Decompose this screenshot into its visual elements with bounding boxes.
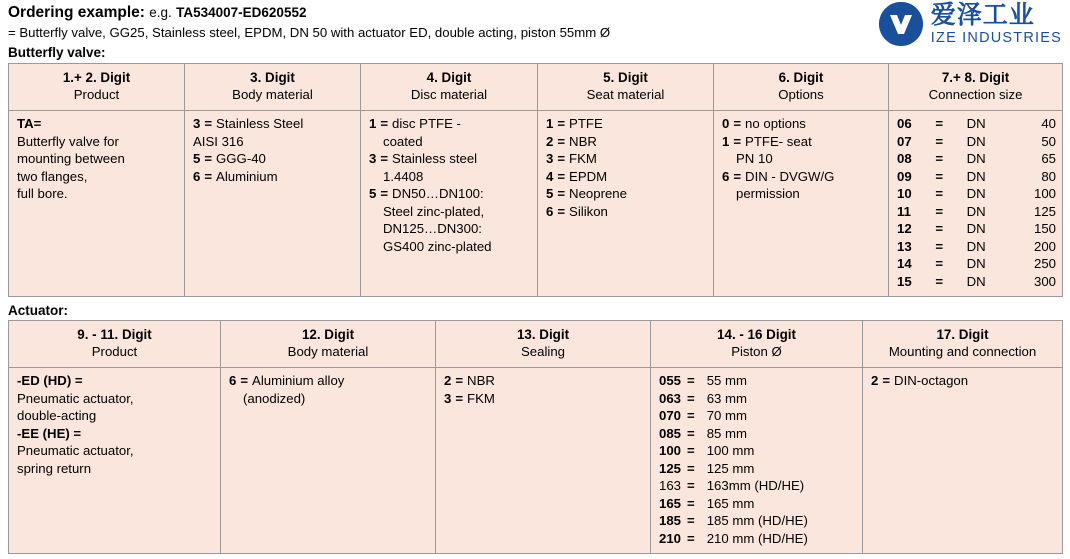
body-material-code-2: 5	[193, 151, 201, 166]
product-line-2: mounting between	[17, 151, 125, 166]
piston-text-7: 163mm (HD/HE)	[706, 478, 805, 493]
sealing-code-2: 3	[444, 390, 452, 406]
actuator-table	[8, 320, 1063, 554]
actuator-body-text-1b: (anodized)	[243, 390, 306, 406]
col-header-actuator-product: 9. - 11. Digit Product	[9, 321, 221, 368]
sealing-text-2: FKM	[467, 390, 495, 406]
seat-code-2: 2	[546, 133, 554, 149]
dn-code-9: 14	[897, 256, 912, 271]
option-text-3b: permission	[736, 186, 800, 201]
body-material-text-1: Stainless Steel	[216, 116, 304, 131]
disc-text-3d: GS400 zinc-plated	[383, 238, 492, 254]
col-header-options: 6. Digit Options	[714, 64, 889, 111]
col-header-actuator-body-material: 12. Digit Body material	[221, 321, 436, 368]
dn-code-6: 11	[897, 203, 911, 219]
option-code-2: 1	[722, 133, 730, 149]
option-text-1: no options	[745, 116, 806, 131]
option-code-3: 6	[722, 168, 730, 184]
company-logo	[879, 2, 1062, 46]
cell-actuator-body-material: 6 = Aluminium alloy (anodized)	[221, 368, 436, 554]
cell-connection-size: 06 = DN 40 07 = DN 50 08 = DN 65 09 = DN 80 10 = DN 100 11 = DN 125 12 = DN 150 13 = DN 200 14 = DN 250 15 = DN 300	[889, 111, 1063, 297]
disc-text-3c: DN125…DN300:	[383, 221, 482, 236]
actuator-text-1a: Pneumatic actuator,	[17, 390, 134, 406]
logo-text-cn: 爱泽工业	[930, 1, 1035, 30]
mounting-text-1: DIN-octagon	[894, 373, 969, 388]
piston-text-3: 70 mm	[706, 408, 748, 423]
product-line-1: Butterfly valve for	[17, 133, 119, 149]
dn-code-5: 10	[897, 186, 912, 201]
cell-body-material: 3 = Stainless Steel AISI 316 5 = GGG-40 6 = Aluminium	[185, 111, 361, 297]
disc-text-3b: Steel zinc-plated,	[383, 203, 485, 219]
table-header-row	[9, 321, 1063, 368]
piston-text-8: 165 mm	[706, 495, 755, 511]
sealing-text-1: NBR	[467, 373, 495, 388]
dn-code-7: 12	[897, 221, 912, 236]
dn-code-8: 13	[897, 238, 912, 254]
piston-code-5: 100	[659, 443, 682, 458]
piston-code-9: 185	[659, 513, 682, 528]
piston-text-5: 100 mm	[706, 443, 755, 458]
disc-code-2: 3	[369, 151, 377, 166]
body-material-text-3: Aluminium	[216, 168, 278, 184]
dn-value-8: 200	[1033, 238, 1056, 254]
section-title-actuator: Actuator:	[8, 303, 68, 318]
cell-actuator-sealing: 2 = NBR 3 = FKM	[436, 368, 651, 554]
cell-actuator-product	[9, 368, 221, 554]
actuator-body-code-1: 6	[229, 373, 237, 388]
body-material-text-2: GGG-40	[216, 151, 266, 166]
dn-code-3: 08	[897, 151, 912, 166]
cell-options: 0 = no options 1 = PTFE- seat PN 10 6 = DIN - DVGW/G permission	[714, 111, 889, 297]
table-header-row	[9, 64, 1063, 111]
logo-mark-icon	[879, 2, 923, 46]
actuator-code-2: -EE (HE) =	[17, 425, 82, 441]
seat-text-5: Neoprene	[569, 186, 627, 201]
dn-value-3: 65	[1041, 151, 1056, 166]
section-title-valve: Butterfly valve:	[8, 45, 106, 60]
product-line-4: full bore.	[17, 186, 68, 201]
seat-code-3: 3	[546, 151, 554, 166]
piston-code-4: 085	[659, 425, 682, 441]
piston-text-1: 55 mm	[706, 373, 748, 388]
cell-actuator-mounting: 2 = DIN-octagon	[863, 368, 1063, 554]
dn-value-6: 125	[1033, 203, 1056, 219]
cell-actuator-piston: 055 = 55 mm 063 = 63 mm 070 = 70 mm 085 = 85 mm 100 = 100 mm 125 = 125 mm 163 = 163mm (HD/HE) 165 = 165 mm 185 = 185 mm (HD/HE) 210 = 210 mm (HD/HE)	[651, 368, 863, 554]
col-header-actuator-piston: 14. - 16 Digit Piston Ø	[651, 321, 863, 368]
option-text-2b: PN 10	[736, 151, 773, 166]
dn-code-2: 07	[897, 133, 912, 149]
piston-code-10: 210	[659, 530, 682, 546]
logo-text-en: IZE INDUSTRIES	[930, 29, 1062, 46]
mounting-code-1: 2	[871, 373, 879, 388]
piston-text-10: 210 mm (HD/HE)	[706, 530, 808, 546]
disc-code-3: 5	[369, 186, 377, 201]
seat-code-6: 6	[546, 203, 554, 219]
cell-product: TA= Butterfly valve for mounting between two flanges, full bore.	[9, 111, 185, 297]
col-header-product: 1.+ 2. Digit Product	[9, 64, 185, 111]
seat-code-4: 4	[546, 168, 554, 184]
dn-value-4: 80	[1041, 168, 1056, 184]
seat-text-4: EPDM	[569, 168, 608, 184]
disc-text-2b: 1.4408	[383, 168, 424, 184]
page-title: Ordering example:	[8, 4, 145, 21]
table-row	[9, 368, 1063, 554]
piston-code-2: 063	[659, 390, 682, 406]
dn-value-9: 250	[1033, 256, 1056, 271]
body-material-code-3: 6	[193, 168, 201, 184]
dn-value-10: 300	[1033, 273, 1056, 289]
seat-code-5: 5	[546, 186, 554, 201]
piston-text-9: 185 mm (HD/HE)	[706, 513, 808, 528]
disc-text-2: Stainless steel	[392, 151, 478, 166]
product-code: TA	[17, 116, 34, 131]
seat-text-6: Silikon	[569, 203, 608, 219]
seat-text-1: PTFE	[569, 116, 603, 131]
disc-code-1: 1	[369, 116, 377, 131]
dn-code-10: 15	[897, 273, 912, 289]
piston-code-7: 163	[659, 478, 682, 493]
col-header-actuator-sealing: 13. Digit Sealing	[436, 321, 651, 368]
col-header-body-material: 3. Digit Body material	[185, 64, 361, 111]
dn-code-1: 06	[897, 116, 912, 131]
actuator-body-text-1: Aluminium alloy	[252, 373, 345, 388]
disc-text-3: DN50…DN100:	[392, 186, 484, 201]
example-prefix: e.g.	[149, 5, 172, 20]
example-code: TA534007-ED620552	[176, 5, 307, 20]
actuator-text-2a: Pneumatic actuator,	[17, 443, 134, 458]
dn-value-2: 50	[1041, 133, 1056, 149]
butterfly-valve-table	[8, 63, 1063, 297]
actuator-code-1: -ED (HD) =	[17, 373, 83, 388]
col-header-disc-material: 4. Digit Disc material	[361, 64, 538, 111]
option-text-2: PTFE- seat	[745, 133, 812, 149]
dn-value-7: 150	[1033, 221, 1056, 236]
disc-text-1b: coated	[383, 133, 423, 149]
option-code-1: 0	[722, 116, 730, 131]
cell-disc-material: 1 = disc PTFE - coated 3 = Stainless steel 1.4408 5 = DN50…DN100: Steel zinc-plated, DN125…DN300: GS400 zinc-plated	[361, 111, 538, 297]
cell-seat-material: 1 = PTFE 2 = NBR 3 = FKM 4 = EPDM 5 = Neoprene 6 = Silikon	[538, 111, 714, 297]
body-material-code-1: 3	[193, 116, 201, 131]
piston-code-3: 070	[659, 408, 682, 423]
body-material-text-1b: AISI 316	[193, 133, 244, 149]
option-text-3: DIN - DVGW/G	[745, 168, 835, 184]
product-line-3: two flanges,	[17, 168, 88, 184]
example-description: = Butterfly valve, GG25, Stainless steel, EPDM, DN 50 with actuator ED, double acting, piston 55mm Ø	[8, 25, 611, 40]
col-header-seat-material: 5. Digit Seat material	[538, 64, 714, 111]
seat-text-3: FKM	[569, 151, 597, 166]
disc-text-1: disc PTFE -	[392, 116, 461, 131]
dn-value-5: 100	[1033, 186, 1056, 201]
seat-text-2: NBR	[569, 133, 597, 149]
piston-code-6: 125	[659, 460, 682, 476]
piston-text-4: 85 mm	[706, 425, 748, 441]
col-header-connection-size: 7.+ 8. Digit Connection size	[889, 64, 1063, 111]
actuator-text-1b: double-acting	[17, 408, 97, 423]
sealing-code-1: 2	[444, 373, 452, 388]
seat-code-1: 1	[546, 116, 554, 131]
dn-code-4: 09	[897, 168, 912, 184]
actuator-text-2b: spring return	[17, 460, 92, 476]
piston-text-2: 63 mm	[706, 390, 748, 406]
col-header-actuator-mounting: 17. Digit Mounting and connection	[863, 321, 1063, 368]
piston-code-8: 165	[659, 495, 682, 511]
dn-value-1: 40	[1041, 116, 1056, 131]
piston-text-6: 125 mm	[706, 460, 755, 476]
table-row	[9, 111, 1063, 297]
piston-code-1: 055	[659, 373, 682, 388]
